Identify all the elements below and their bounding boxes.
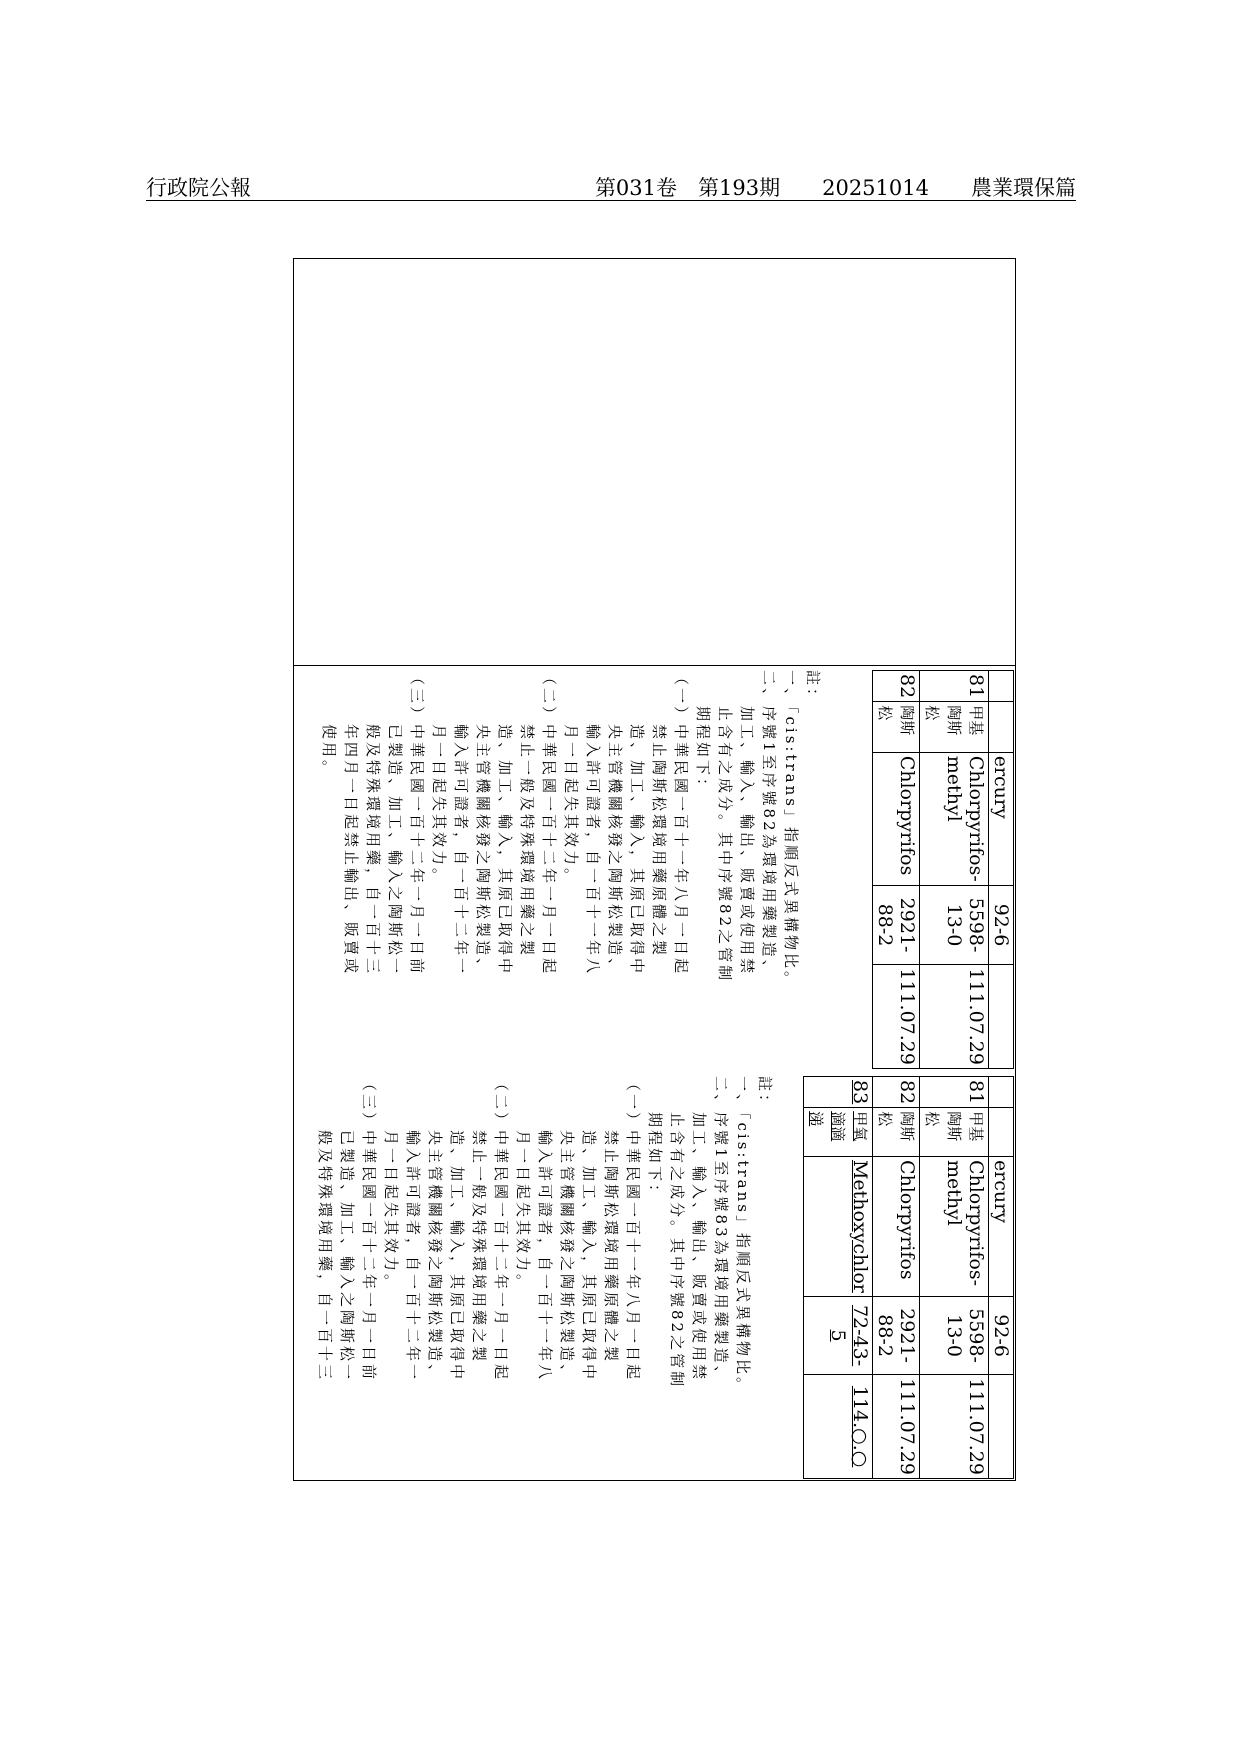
note-line: 使用。 [320,670,338,779]
note-line: 二、序號1至序號83為環境用藥製造、 [712,1076,730,1384]
publication-title: 行政院公報 [146,176,251,200]
cell-date: 111.07.29 [920,965,989,1069]
cell-zh [989,1108,1014,1157]
cell-zh: 甲氧滴滴涕 [804,1108,873,1157]
note-line: 禁止陶斯松環境用藥原體之製 [650,670,668,959]
cell-zh: 甲基陶斯松 [920,1108,989,1157]
note-line: 般及特殊環境用藥，自一百十三 [364,670,382,977]
note-line: 造、加工、輸入，其原已取得中 [448,1076,466,1383]
cell-cas: 2921-88-2 [873,885,920,965]
note-label: 註： [756,1076,774,1113]
note-line: （一）中華民國一百十一年八月一日起 [624,1076,642,1383]
note-line: （二）中華民國一百十二年一月一日起 [492,1076,510,1383]
cell-en: Chlorpyrifos-methyl [920,1156,989,1296]
note-line: （三）中華民國一百十二年一月一日前 [360,1076,378,1383]
cell-cas: 72-43-5 [804,1296,873,1374]
note-line: 央主管機關核發之陶斯松製造、 [426,1076,444,1383]
note-line: 造、加工、輸入，其原已取得中 [496,670,514,977]
table-row [989,1077,1014,1479]
table-row-new [804,1077,873,1479]
note-line: 央主管機關核發之陶斯松製造、 [474,670,492,977]
note-line: 般及特殊環境用藥，自一百十三 [316,1076,334,1383]
note-line: 已製造、加工、輸入之陶斯松一 [338,1076,356,1383]
cell-no: 83 [804,1077,873,1108]
note-line: 止含有之成分。其中序號82之管制 [668,1076,686,1390]
cell-en: Chlorpyrifos-methyl [920,752,989,885]
notes-original [318,670,824,989]
cell-zh: 甲基陶斯松 [920,702,989,753]
cell-en: Chlorpyrifos [873,1156,920,1296]
table-row [873,1077,920,1479]
note-line: 月一日起失其效力。 [562,670,580,887]
substance-table-amended [803,1076,1014,1479]
cell-date [989,965,1014,1069]
cell-cas: 92-6 [989,1296,1014,1374]
note-line: 一、「cis:trans」指順反式異構物比。 [734,1076,752,1395]
page-header [146,172,1076,201]
cell-cas: 5598-13-0 [920,885,989,965]
note-line: 輸入許可證者，自一百十二年一 [452,670,470,977]
note-line: 禁止一般及特殊環境用藥之製 [470,1076,488,1365]
cell-cas: 92-6 [989,885,1014,965]
amended-text-panel [296,1070,1014,1479]
cell-cas: 5598-13-0 [920,1296,989,1374]
note-line: （三）中華民國一百十二年一月一日前 [408,670,426,977]
issue-info: 第031卷 第193期 20251014 農業環保篇 [594,176,1076,200]
note-line: 造、加工、輸入，其原已取得中 [628,670,646,977]
note-line: 月一日起失其效力。 [430,670,448,887]
cell-date: 111.07.29 [920,1375,989,1479]
note-line: 加工、輸入、輸出、販賣或使用禁 [690,1076,708,1383]
note-line: 造、加工、輸入，其原已取得中 [580,1076,598,1383]
note-line: 二、序號1至序號82為環境用藥製造、 [760,670,778,978]
cell-date: 111.07.29 [873,965,920,1069]
cell-no [989,1077,1014,1108]
note-line: 已製造、加工、輸入之陶斯松一 [386,670,404,977]
table-row [873,671,920,1069]
note-line: 期程如下： [694,670,712,797]
note-line: 輸入許可證者，自一百十二年一 [404,1076,422,1383]
cell-en: ercury [989,1156,1014,1296]
note-line: （一）中華民國一百十一年八月一日起 [672,670,690,977]
substance-table-original [872,670,1014,1069]
note-line: 禁止陶斯松環境用藥原體之製 [602,1076,620,1365]
cell-date: 114.○.○ [804,1375,873,1479]
cell-date: 111.07.29 [873,1375,920,1479]
note-line: 輸入許可證者，自一百十一年八 [584,670,602,977]
note-line: 一、「cis:trans」指順反式異構物比。 [782,670,800,989]
table-row [989,671,1014,1069]
cell-zh: 陶斯松 [873,1108,920,1157]
cell-zh [989,702,1014,753]
cell-no: 81 [920,671,989,702]
cell-en: Chlorpyrifos [873,752,920,885]
note-line: 月一日起失其效力。 [382,1076,400,1293]
cell-no: 82 [873,1077,920,1108]
note-line: 央主管機關核發之陶斯松製造、 [558,1076,576,1383]
cell-en: ercury [989,752,1014,885]
cell-zh: 陶斯松 [873,702,920,753]
note-label: 註： [804,670,822,707]
cell-no [989,671,1014,702]
note-line: （二）中華民國一百十二年一月一日起 [540,670,558,977]
note-line: 年四月一日起禁止輸出、販賣或 [342,670,360,977]
note-line: 月一日起失其效力。 [514,1076,532,1293]
table-row [920,1077,989,1479]
note-line: 期程如下： [646,1076,664,1203]
notes-amended [314,1076,776,1395]
note-line: 加工、輸入、輸出、販賣或使用禁 [738,670,756,977]
note-line: 止含有之成分。其中序號82之管制 [716,670,734,984]
cell-date [989,1375,1014,1479]
table-row [920,671,989,1069]
note-line: 輸入許可證者，自一百十一年八 [536,1076,554,1383]
cell-en: Methoxychlor [804,1156,873,1296]
cell-no: 81 [920,1077,989,1108]
note-line: 禁止一般及特殊環境用藥之製 [518,670,536,959]
cell-no: 82 [873,671,920,702]
note-line: 央主管機關核發之陶斯松製造、 [606,670,624,977]
cell-cas: 2921-88-2 [873,1296,920,1374]
original-text-panel [296,664,1014,1069]
